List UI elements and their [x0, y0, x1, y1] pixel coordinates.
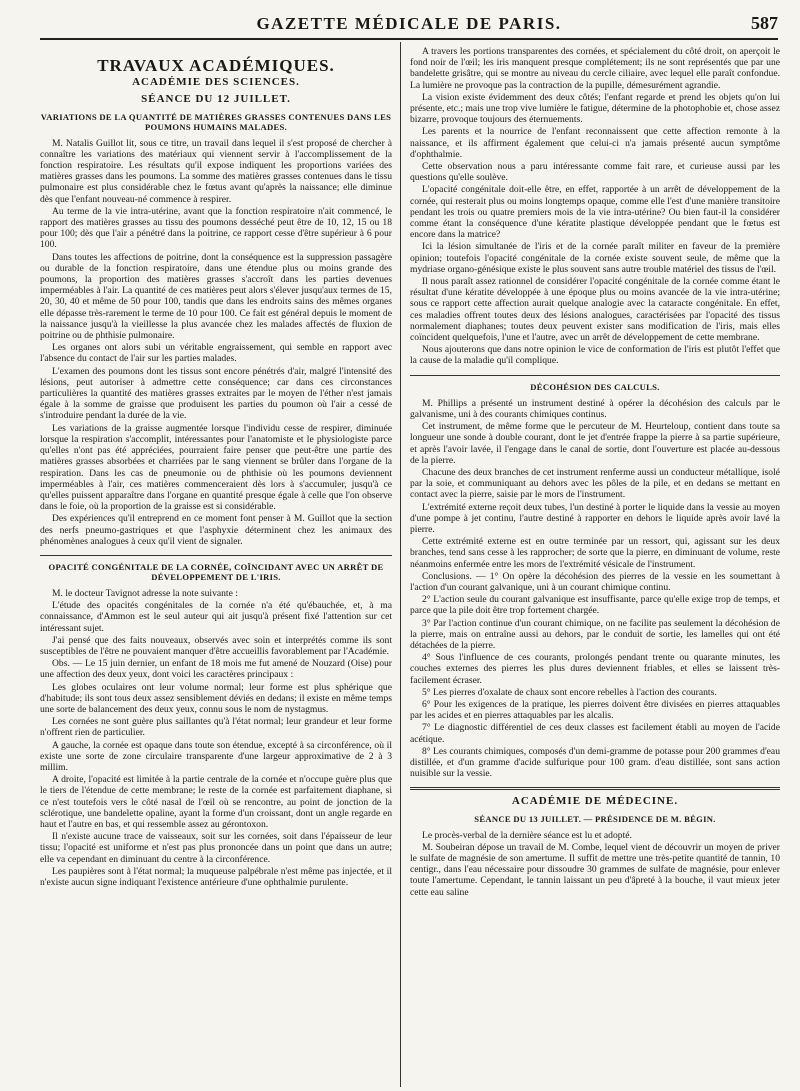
- paragraph: Obs. — Le 15 juin dernier, un enfant de 18 mois me fut amené de Nouzard (Oise) pour une affection des deux yeux, dont voici les caractères principaux :: [40, 658, 392, 681]
- paragraph: A travers les portions transparentes des cornées, et spécialement du côté droit, on aperçoit le fond noir de l'œil; les iris manquent presque complétement; ils ne sont représentés que par une bandelette grisâtre, qui se montre au niveau du cercle ciliaire, avec lequel elle paraît confondue. La lumière ne provoque pas la contraction de la pupille, démesurément agrandie.: [410, 46, 780, 91]
- article-title: DÉCOHÉSION DES CALCULS.: [530, 381, 660, 392]
- paragraph: L'étude des opacités congénitales de la cornée n'a été qu'ébauchée, et, à ma connaissance, d'Ammon est le seul auteur qui ait jusqu'à présent fixé l'attention sur cet intéressant sujet.: [40, 600, 392, 634]
- paragraph: J'ai pensé que des faits nouveaux, observés avec soin et interprétés comme ils sont susceptibles de l'être ne pouvaient manquer d'être accueillis favorablement par l'Académie.: [40, 634, 392, 657]
- paragraph: L'opacité congénitale doit-elle être, en effet, rapportée à un arrêt de développement de la cornée, qui resterait plus ou moins longtemps opaque, comme elle l'est d'une manière transitoire pendant les trois ou quatre premiers mois de la vie intra-utérine? Ou bien faut-il la considérer comme étant la conséquence d'une kératite plastique développée pendant que le fœtus est encore dans la matrice?: [410, 184, 780, 241]
- journal-title: GAZETTE MÉDICALE DE PARIS.: [256, 14, 562, 33]
- paragraph: La vision existe évidemment des deux côtés; l'enfant regarde et prend les objets qu'on lui présente, etc.; mais une trop vive lumière le fatigue, détermine de la photophobie et, chose assez bizarre, provoque toujours des éternuements.: [410, 91, 780, 126]
- section-rule: [410, 787, 780, 790]
- paragraph: Chacune des deux branches de cet instrument renferme aussi un conducteur métallique, isolé par la soie, et communiquant au dehors avec les pôles de la pile, et en dedans se mettant en contact avec la pierre, saisie par le mors de l'instrument.: [410, 466, 780, 501]
- paragraph: 7° Le diagnostic différentiel de ces deux classes est facilement établi au moyen de l'acide acétique.: [410, 722, 780, 745]
- right-column: [410, 46, 780, 1087]
- paragraph: Il nous paraît assez rationnel de considérer l'opacité congénitale de la cornée comme étant le résultat d'une kératite développée à une époque plus ou moins avancée de la vie intra-utérine; sous ce rapport cette affection aurait quelque analogie avec la cataracte congénitale. En effet, ces maladies offrent toutes deux des lésions analogues, caractérisées par l'opacité des tissus normalement diaphanes; toutes deux peuvent exister sans modification de l'iris, mais elles coïncident quelquefois, l'une et l'autre, avec un arrêt de développement de cette membrane.: [410, 276, 780, 344]
- paragraph: M. le docteur Tavignot adresse la note suivante :: [52, 587, 238, 599]
- paragraph: Cette observation nous a paru intéressante comme fait rare, et curieuse aussi par les questions qu'elle soulève.: [410, 161, 780, 184]
- section-rule: [410, 375, 780, 376]
- academy-heading: ACADÉMIE DE MÉDECINE.: [511, 795, 679, 808]
- paragraph: Des expériences qu'il entreprend en ce moment font penser à M. Guillot que la section des nerfs pneumo-gastriques et que l'asphyxie déterminent chez les animaux des phénomènes analogues à ceux qu'il vient de signaler.: [40, 513, 392, 547]
- paragraph: Les organes ont alors subi un véritable engraissement, qui semble en rapport avec l'absence du contact de l'air sur les parties malades.: [40, 342, 392, 365]
- article-continuation: [410, 46, 780, 367]
- article-body: [40, 138, 392, 547]
- paragraph: Conclusions. — 1° On opère la décohésion des pierres de la vessie en les soumettant à l'action d'un courant galvanique, uni à un courant chimique continu.: [410, 570, 780, 593]
- paragraph: A gauche, la cornée est opaque dans toute son étendue, excepté à sa circonférence, où il existe une sorte de zone circulaire transparente d'une largeur approximative de 2 à 3 millim.: [40, 739, 392, 773]
- paragraph: Dans toutes les affections de poitrine, dont la conséquence est la suppression passagère ou durable de la fonction respiratoire, dans une étendue plus ou moins grande des poumons, la proportion des matières grasses s'accroît dans les parties devenues imperméables à l'air. La quantité de ces matières peut alors s'élever jusqu'aux termes de 15, 20, 30, 40 et même de 50 pour 100, tandis que dans les endroits sains des mêmes organes elle dépasse très-rarement le terme de 10 pour 100. Ce fait est général depuis le moment de la naissance jusqu'à la vieillesse la plus avancée chez les malades affectés de fluxion de poitrine ou de phthisie pulmonaire.: [40, 251, 392, 342]
- paragraph: M. Natalis Guillot lit, sous ce titre, un travail dans lequel il s'est proposé de chercher à connaître les variations des matériaux qui viennent servir à l'accomplissement de la fonction respiratoire. Les résultats qu'il expose indiquent les proportions variées des matières grasses dans les poumons. La somme des matières grasses contenues dans le tissu pulmonaire est plus considérable chez le fœtus avant qu'après la naissance; elle diminue dès que l'enfant nouveau-né commence à respirer.: [40, 137, 392, 205]
- paragraph: Nous ajouterons que dans notre opinion le vice de conformation de l'iris est plutôt l'effet que la cause de la maladie qu'il complique.: [410, 344, 780, 367]
- article-title: OPACITÉ CONGÉNITALE DE LA CORNÉE, COÏNCIDANT AVEC UN ARRÊT DE DÉVELOPPEMENT DE L'IRIS.: [48, 561, 384, 582]
- paragraph: Au terme de la vie intra-utérine, avant que la fonction respiratoire n'ait commencé, le rapport des matières grasses au tissu des poumons desséché peut être de 10, 12, 15 ou 18 pour 100; dès que l'air a pénétré dans la poitrine, ce rapport cesse d'être supérieur à 6 pour 100.: [40, 205, 392, 251]
- article-body: [410, 398, 780, 780]
- article-body: [40, 588, 392, 888]
- paragraph: Les cornées ne sont guère plus saillantes qu'à l'état normal; leur grandeur et leur forme n'offrent rien de particulier.: [40, 716, 392, 739]
- paragraph: Les globes oculaires ont leur volume normal; leur forme est plus sphérique que d'habitude; ils sont tous deux assez sensiblement déviés en dedans; il existe en même temps une sorte de balancement des deux yeux, connu sous le nom de nystagmus.: [40, 681, 392, 715]
- paragraph: 4° Sous l'influence de ces courants, prolongés pendant trente ou quarante minutes, les couches externes des pierres les plus dures deviennent friables, et elles se laissent très-facilement écraser.: [410, 652, 780, 686]
- paragraph: L'examen des poumons dont les tissus sont encore pénétrés d'air, malgré l'intensité des lésions, peut autoriser à admettre cette conséquence; car dans ces circonstances particulières la quantité des matières grasses extraites par le moyen de l'éther n'est jamais égale à la somme de graisse que produisent les parties du poumon où l'air a cessé de s'introduire pendant la durée de la vie.: [40, 365, 392, 422]
- paragraph: Les parents et la nourrice de l'enfant reconnaissent que cette affection remonte à la naissance, et ils affirment également que celui-ci n'a jamais présenté aucun symptôme d'ophthalmie.: [410, 126, 780, 160]
- page-number: 587: [751, 13, 778, 33]
- left-column: [40, 46, 392, 1087]
- academy-heading: ACADÉMIE DES SCIENCES.: [132, 76, 300, 89]
- paragraph: Il n'existe aucune trace de vaisseaux, soit sur les cornées, soit dans l'épaisseur de leur tissu; l'opacité est uniforme et n'est pas plus prononcée dans un point que dans un autre; elle va cependant en diminuant du centre à la circonférence.: [40, 831, 392, 865]
- paragraph: Les variations de la graisse augmentée lorsque l'individu cesse de respirer, diminuée lorsque la respiration s'accomplit, intéressantes pour l'anatomiste et le physiologiste parce qu'elles n'ont pas été appréciées, pourraient faire penser que peut-être une partie des matières grasses absorbées et charriées par le sang viennent se brûler dans l'organe de la respiration. Dans les cas de pneumonie ou de phthisie où les poumons deviennent imperméables à l'air, ces matières commenceraient dès lors à s'accumuler, jusqu'à ce qu'elles puissent apparaître dans l'organe en quantité presque égale à celle que l'on observe dans le foie, où la proportion de la graisse est si considérable.: [40, 422, 392, 513]
- article-title: VARIATIONS DE LA QUANTITÉ DE MATIÈRES GRASSES CONTENUES DANS LES POUMONS HUMAINS MALADES.: [40, 111, 392, 132]
- paragraph: Ici la lésion simultanée de l'iris et de la cornée paraît militer en faveur de la première opinion; toutefois l'opacité congénitale de la cornée existe souvent seule, de même que la mydriase organo-génésique existe le plus souvent sans autre trouble matériel des tissus de l'œil.: [410, 241, 780, 275]
- article-body: [410, 830, 780, 898]
- paragraph: Le procès-verbal de la dernière séance est lu et adopté.: [422, 829, 632, 841]
- paragraph: Cette extrémité externe est en outre terminée par un ressort, qui, agissant sur les deux branches, tend sans cesse à les rapprocher; de sorte que la pierre, en diminuant de volume, reste néanmoins enfermée entre les mors de l'extrémité vésicale de l'instrument.: [410, 536, 780, 570]
- paragraph: 8° Les courants chimiques, composés d'un demi-gramme de potasse pour 200 grammes d'eau distillée, et d'un gramme d'acide sulfurique pour 100 gram. d'eau distillée, sont sans action nuisible sur la vessie.: [410, 745, 780, 780]
- paragraph: 3° Par l'action continue d'un courant chimique, on ne facilite pas seulement la décohésion de la pierre, mais on entraîne aussi au dehors, par le conduit de sortie, les lamelles qui ont été détachées de la pierre.: [410, 617, 780, 651]
- paragraph: A droite, l'opacité est limitée à la partie centrale de la cornée et n'occupe guère plus que le tiers de l'étendue de cette membrane; le reste de la cornée est parfaitement diaphane, si ce n'est toutefois vers le côté nasal de l'œil où se rencontre, au point de jonction de la sclérotique, une bandelette opaline, ayant la forme d'un croissant, dont un angle regarde en haut et l'autre en bas, et qui ressemble assez au gérontoxon.: [40, 774, 392, 830]
- paragraph: M. Soubeiran dépose un travail de M. Combe, lequel vient de découvrir un moyen de priver le sulfate de magnésie de son amertume. Il suffit de mettre une très-petite quantité de tannin, 10 centigr., dans l'eau nécessaire pour dissoudre 30 grammes de sulfate de magnésie, pour enlever toute l'amertume. Cependant, le tannin laissant un peu d'âpreté à la bouche, il vaut mieux jeter cette eau saline: [410, 841, 780, 898]
- column-divider: [400, 42, 401, 1087]
- paragraph: M. Phillips a présenté un instrument destiné à opérer la décohésion des calculs par le galvanisme, uni à des courants chimiques continus.: [410, 397, 780, 420]
- section-rule: [40, 555, 392, 556]
- masthead: [40, 8, 778, 40]
- section-title: TRAVAUX ACADÉMIQUES.: [97, 56, 335, 75]
- paragraph: L'extrémité externe reçoit deux tubes, l'un destiné à porter le liquide dans la vessie au moyen d'une pompe à jet continu, l'autre destiné à rapporter en dehors le liquide après avoir lavé la pierre.: [410, 501, 780, 535]
- paragraph: Les paupières sont à l'état normal; la muqueuse palpébrale n'est même pas injectée, et il n'existe aucun signe indiquant l'existence antérieure d'une ophthalmie purulente.: [40, 865, 392, 888]
- paragraph: 2° L'action seule du courant galvanique est insuffisante, parce qu'elle exige trop de temps, et parce que la pile doit être trop fortement chargée.: [410, 594, 780, 617]
- paragraph: Cet instrument, de même forme que le percuteur de M. Heurteloup, contient dans toute sa longueur une sonde à double courant, dont le jet d'entrée frappe la pierre à sa partie supérieure, et après l'avoir lavée, il l'engage dans le canal de sortie, dont l'ouverture est placée au-dessous de la pierre.: [410, 421, 780, 466]
- paragraph: 6° Pour les exigences de la pratique, les pierres doivent être divisées en pierres attaquables par les acides et en pierres attaquables par les alcalis.: [410, 698, 780, 722]
- seance-heading: SÉANCE DU 12 JUILLET.: [141, 93, 291, 106]
- seance-heading: SÉANCE DU 13 JUILLET. — PRÉSIDENCE DE M. BÉGIN.: [474, 813, 716, 824]
- paragraph: 5° Les pierres d'oxalate de chaux sont encore rebelles à l'action des courants.: [422, 686, 717, 698]
